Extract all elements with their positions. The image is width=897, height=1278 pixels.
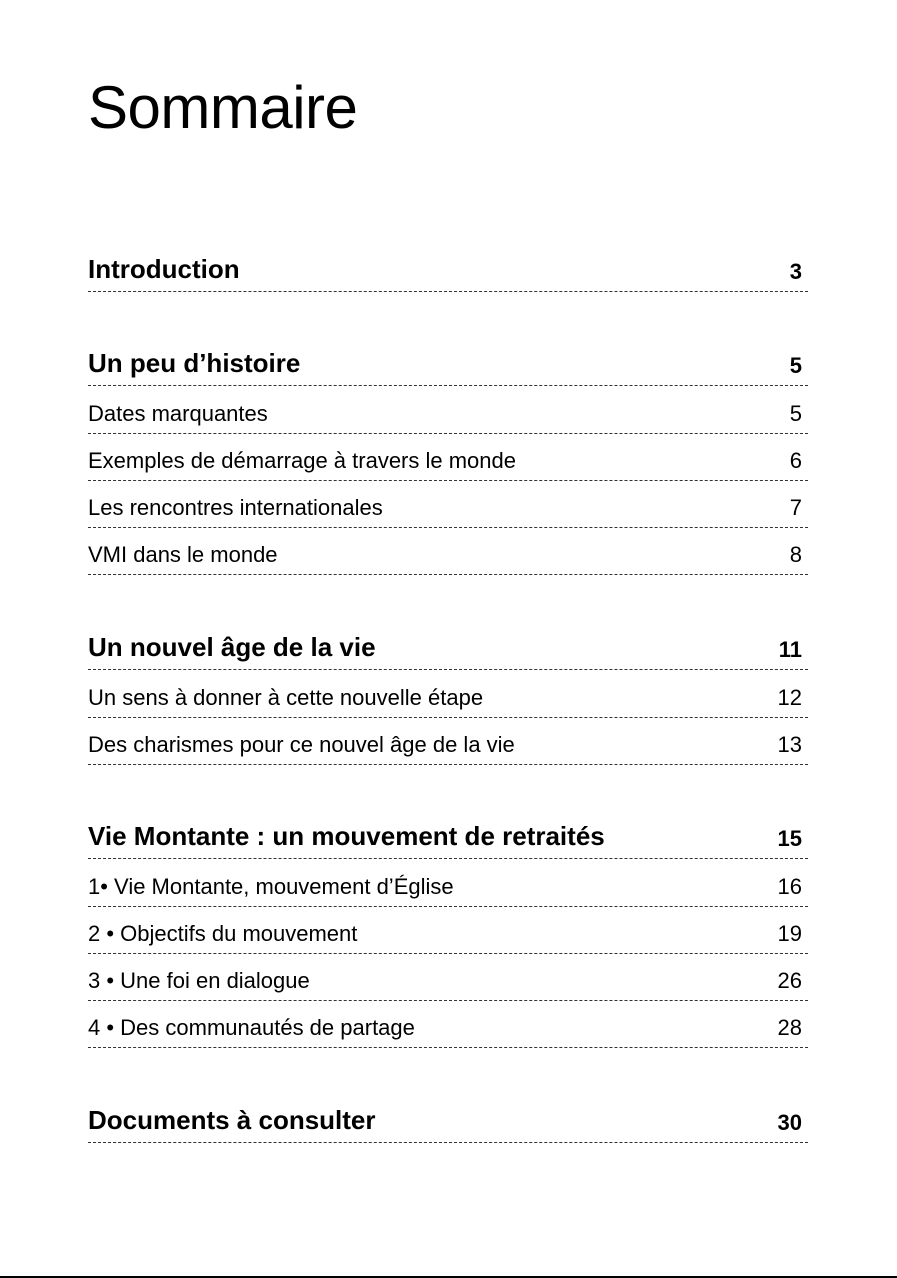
toc-section-introduction[interactable] (88, 253, 808, 292)
toc-page-number: 26 (777, 968, 802, 993)
page-title: Sommaire (88, 74, 358, 141)
toc-section-label: Un peu d’histoire (88, 348, 301, 378)
toc-item-label: 3 • Une foi en dialogue (88, 968, 310, 993)
toc-item-label: Des charismes pour ce nouvel âge de la vie (88, 732, 515, 757)
toc-section-nouvel-age[interactable] (88, 631, 808, 670)
toc-item[interactable] (88, 534, 808, 575)
toc-item[interactable] (88, 960, 808, 1001)
toc-item-label: Les rencontres internationales (88, 495, 383, 520)
toc-page-number: 3 (789, 259, 802, 284)
toc-page-number: 5 (789, 353, 802, 378)
toc-item[interactable] (88, 440, 808, 481)
toc-page-number: 28 (777, 1015, 802, 1040)
toc-item[interactable] (88, 487, 808, 528)
toc-item[interactable] (88, 913, 808, 954)
toc-section-documents[interactable] (88, 1104, 808, 1143)
toc-section-label: Vie Montante : un mouvement de retraités (88, 821, 605, 851)
toc-item-label: Un sens à donner à cette nouvelle étape (88, 685, 484, 710)
toc-page-number: 5 (789, 401, 802, 426)
toc-item-label: Dates marquantes (88, 401, 268, 426)
toc-item-label: 1• Vie Montante, mouvement d’Église (88, 874, 454, 899)
toc-page-number: 15 (777, 826, 802, 851)
toc-page-number: 30 (777, 1110, 802, 1135)
toc-section-vie-montante[interactable] (88, 820, 808, 859)
toc-page-number: 11 (778, 637, 802, 662)
toc-item-label: VMI dans le monde (88, 542, 278, 567)
toc-item-label: 4 • Des communautés de partage (88, 1015, 415, 1040)
toc-page-number: 19 (777, 921, 802, 946)
toc-item[interactable] (88, 677, 808, 718)
toc-item[interactable] (88, 393, 808, 434)
toc-item[interactable] (88, 1007, 808, 1048)
toc-page-number: 12 (777, 685, 802, 710)
toc-item[interactable] (88, 866, 808, 907)
toc-section-label: Introduction (88, 254, 240, 284)
toc-section-label: Documents à consulter (88, 1105, 376, 1135)
toc-item-label: Exemples de démarrage à travers le monde (88, 448, 516, 473)
toc-page-number: 6 (789, 448, 802, 473)
toc-page-number: 13 (777, 732, 802, 757)
toc-item[interactable] (88, 724, 808, 765)
toc-section-label: Un nouvel âge de la vie (88, 632, 376, 662)
toc-page-number: 16 (777, 874, 802, 899)
toc-section-histoire[interactable] (88, 347, 808, 386)
toc-item-label: 2 • Objectifs du mouvement (88, 921, 358, 946)
toc-page-number: 7 (789, 495, 802, 520)
toc-page-number: 8 (789, 542, 802, 567)
